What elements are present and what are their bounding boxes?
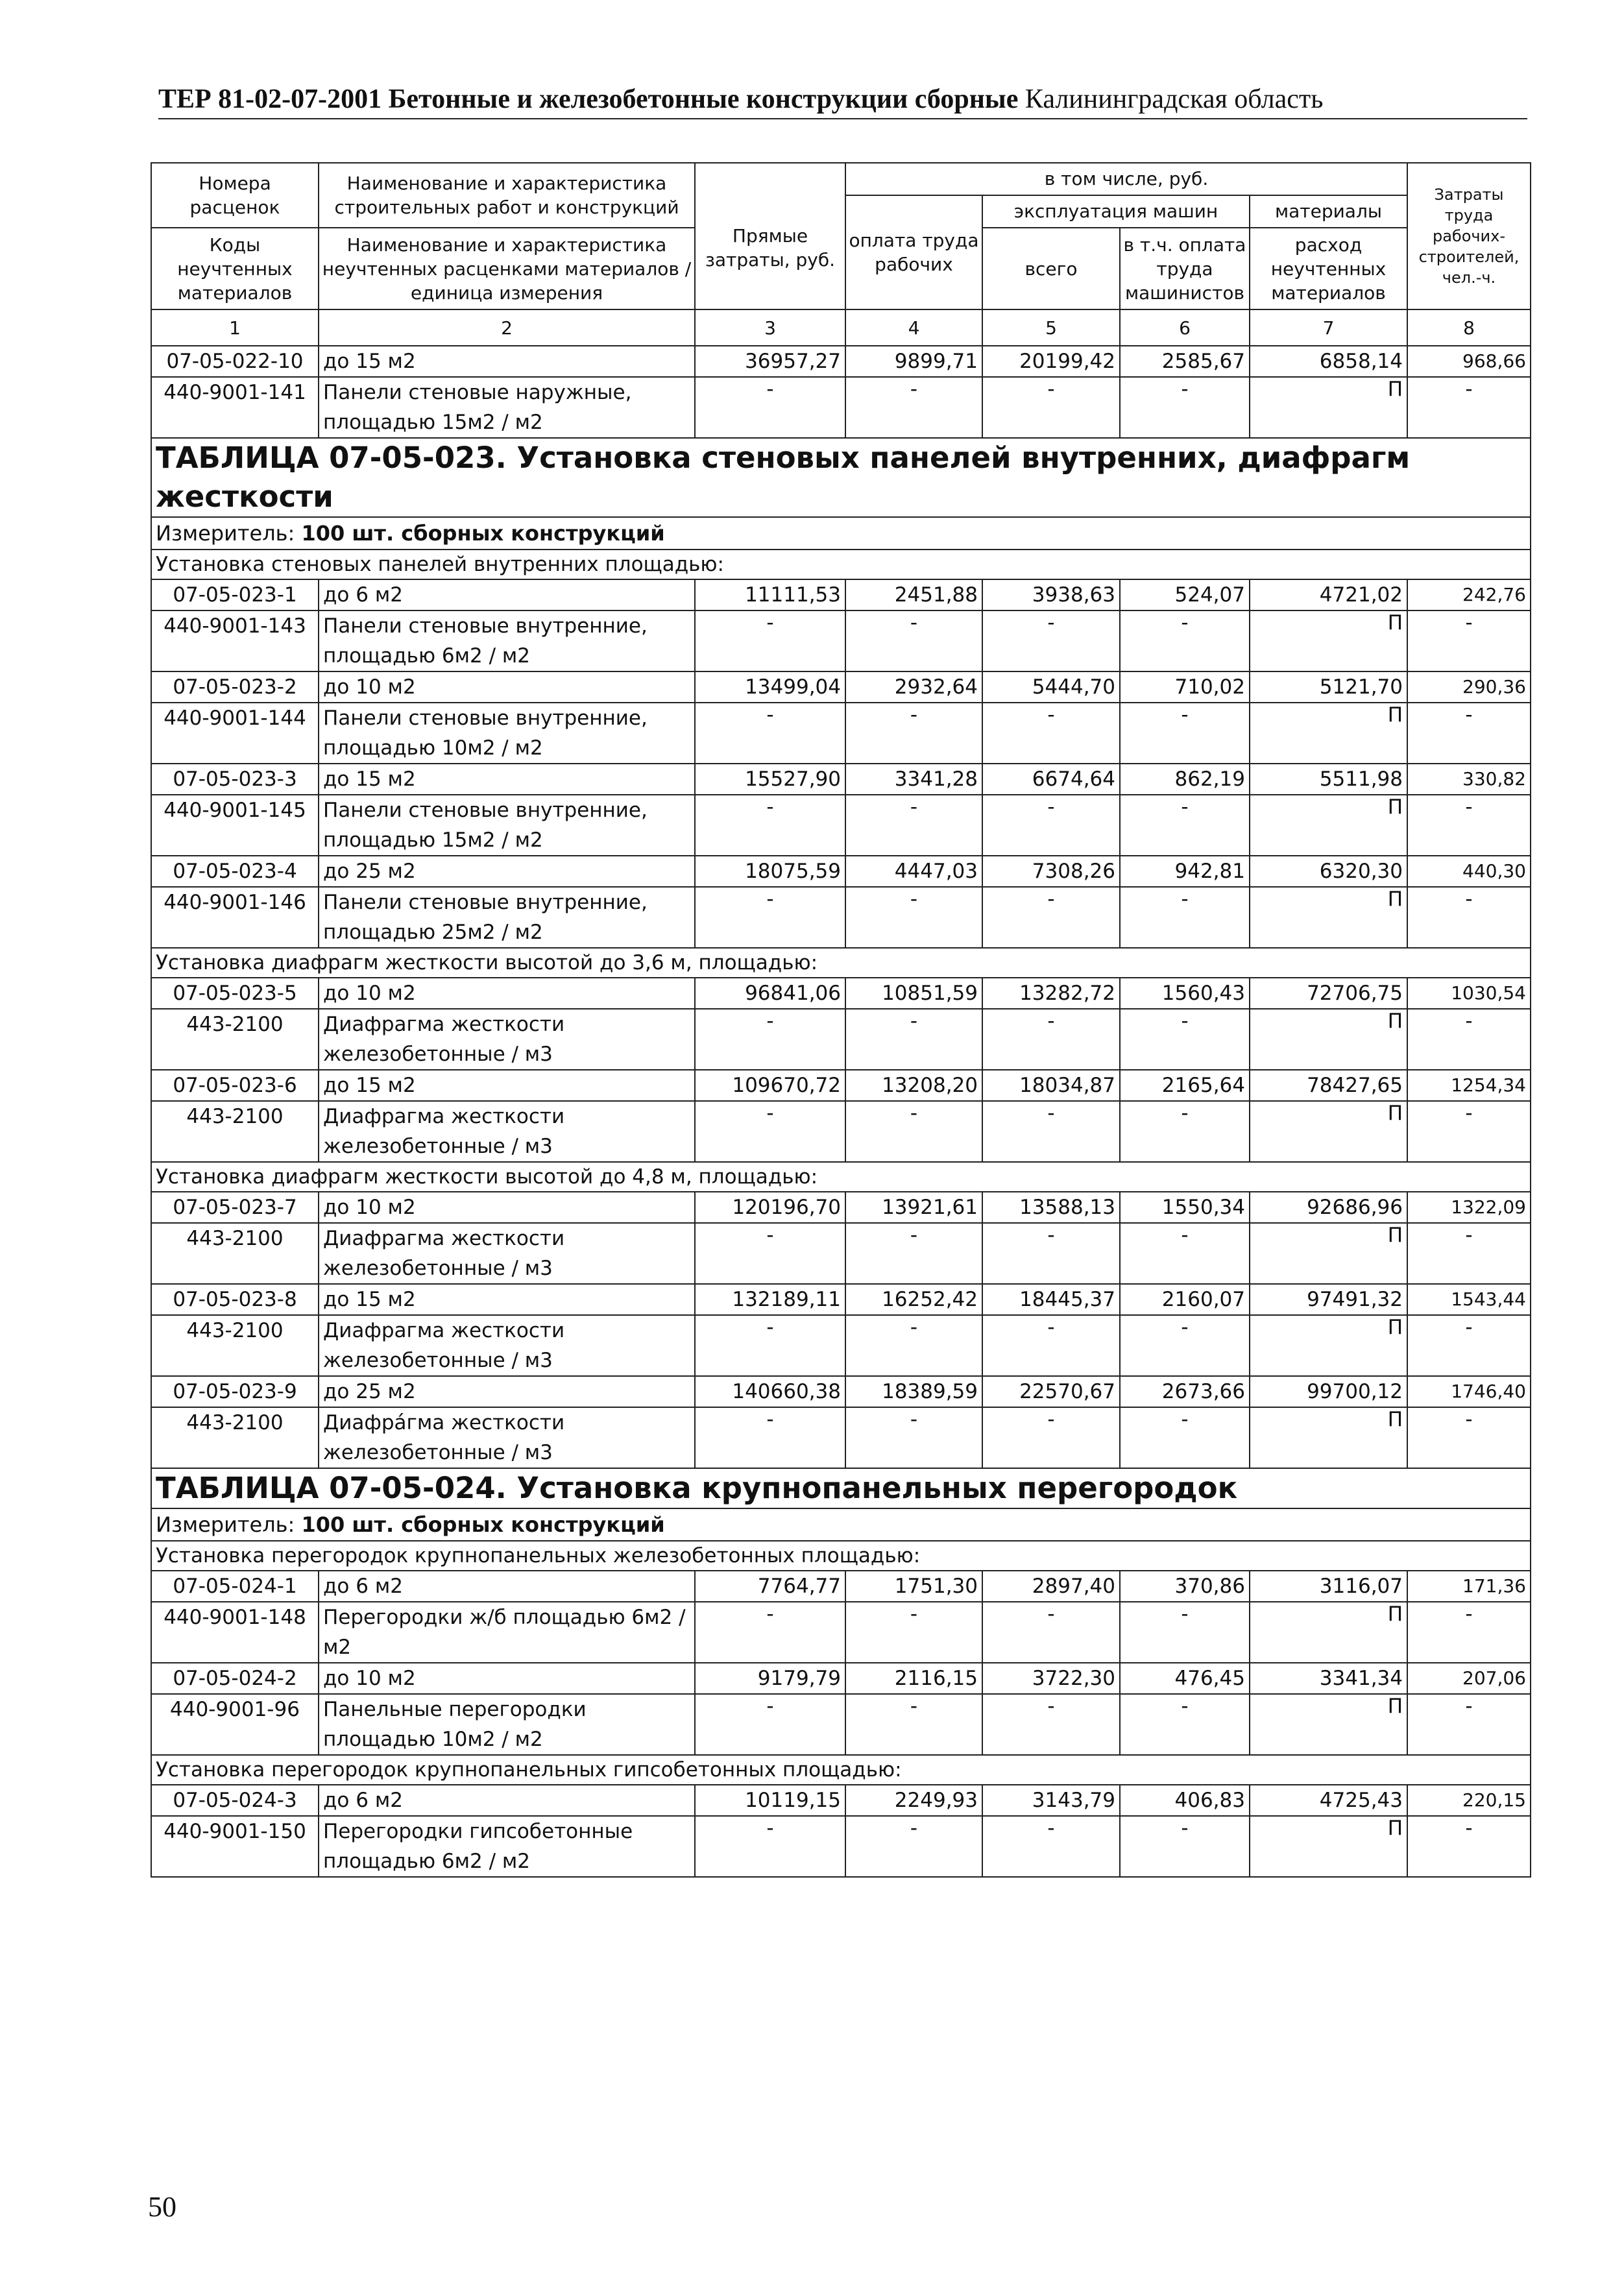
dash-cell: - [1120,1009,1250,1070]
material-code: 440-9001-141 [151,377,319,438]
dash-cell: - [695,611,845,671]
material-cost: 78427,65 [1250,1070,1407,1101]
col-number: 3 [695,309,845,346]
table-row [151,579,1531,611]
machine-cost: 2897,40 [982,1571,1120,1602]
material-row [151,1009,1531,1070]
labor-hours: 242,76 [1407,579,1531,611]
dash-cell: - [845,1602,982,1663]
dash-cell: - [982,1315,1120,1376]
material-cost: 3341,34 [1250,1663,1407,1694]
machine-cost: 6674,64 [982,764,1120,795]
material-row [151,1315,1531,1376]
dash-cell: - [1407,1223,1531,1284]
page-header [158,78,1527,121]
meter-label: Измеритель: [156,521,295,546]
material-code: 443-2100 [151,1407,319,1468]
material-cost: 99700,12 [1250,1376,1407,1407]
rate-name: до 15 м2 [319,764,695,795]
head-codes-top: Номера расценок [151,163,319,228]
section-title: ТАБЛИЦА 07-05-023. Установка стеновых панелей внутренних, диафрагм жесткости [151,438,1531,517]
dash-cell: - [695,795,845,856]
dash-cell: - [1407,1315,1531,1376]
head-name-top: Наименование и характеристика строительных работ и конструкций [319,163,695,228]
dash-cell: - [982,887,1120,948]
material-flag: П [1250,1602,1407,1663]
labor-hours: 290,36 [1407,671,1531,703]
dash-cell: - [1407,1816,1531,1877]
col-number: 6 [1120,309,1250,346]
rates-table [151,162,1531,1878]
dash-cell: - [845,887,982,948]
dash-cell: - [845,1694,982,1755]
material-cost: 6858,14 [1250,346,1407,377]
head-codes-bottom: Коды неучтенных материалов [151,228,319,309]
table-row [151,1785,1531,1816]
direct-cost: 36957,27 [695,346,845,377]
material-cost: 97491,32 [1250,1284,1407,1315]
meter [151,1508,1531,1541]
head-machinists: в т.ч. оплата труда машинистов [1120,228,1250,309]
dash-cell: - [982,1407,1120,1468]
meter-row [151,517,1531,550]
labor-hours: 207,06 [1407,1663,1531,1694]
dash-cell: - [695,1315,845,1376]
rate-name: до 10 м2 [319,1192,695,1223]
col-number: 8 [1407,309,1531,346]
machine-cost: 13588,13 [982,1192,1120,1223]
rate-code: 07-05-023-6 [151,1070,319,1101]
dash-cell: - [1120,611,1250,671]
table-head [151,163,1531,346]
machinist-cost: 524,07 [1120,579,1250,611]
dash-cell: - [1120,377,1250,438]
col-number: 5 [982,309,1120,346]
material-flag: П [1250,1223,1407,1284]
rate-name: до 10 м2 [319,978,695,1009]
dash-cell: - [695,703,845,764]
dash-cell: - [1407,1694,1531,1755]
machine-cost: 18445,37 [982,1284,1120,1315]
wage-cost: 3341,28 [845,764,982,795]
material-flag: П [1250,1101,1407,1162]
rate-code: 07-05-024-1 [151,1571,319,1602]
rate-code: 07-05-023-1 [151,579,319,611]
material-name: Перегородки гипсобетонные площадью 6м2 / м2 [319,1816,695,1877]
dash-cell: - [982,1694,1120,1755]
wage-cost: 2451,88 [845,579,982,611]
material-name: Панели стеновые внутренние, площадью 15м2 / м2 [319,795,695,856]
material-flag: П [1250,377,1407,438]
labor-hours: 1746,40 [1407,1376,1531,1407]
wage-cost: 4447,03 [845,856,982,887]
col-number: 2 [319,309,695,346]
head-labor: Затраты труда рабочих-строителей, чел.-ч. [1407,163,1531,309]
dash-cell: - [695,1694,845,1755]
material-row [151,1602,1531,1663]
dash-cell: - [1407,887,1531,948]
dash-cell: - [695,1009,845,1070]
dash-cell: - [1120,703,1250,764]
rate-name: до 25 м2 [319,856,695,887]
material-name: Панели стеновые внутренние, площадью 6м2 / м2 [319,611,695,671]
head-wage: оплата труда рабочих [845,195,982,309]
machinist-cost: 370,86 [1120,1571,1250,1602]
material-code: 443-2100 [151,1101,319,1162]
machine-cost: 13282,72 [982,978,1120,1009]
material-row [151,1816,1531,1877]
machinist-cost: 2585,67 [1120,346,1250,377]
meter [151,517,1531,550]
rate-code: 07-05-023-2 [151,671,319,703]
rate-name: до 10 м2 [319,671,695,703]
material-name: Панельные перегородки площадью 10м2 / м2 [319,1694,695,1755]
material-flag: П [1250,703,1407,764]
material-code: 440-9001-96 [151,1694,319,1755]
dash-cell: - [982,1101,1120,1162]
machine-cost: 7308,26 [982,856,1120,887]
group-row [151,1755,1531,1785]
material-flag: П [1250,611,1407,671]
meter-value: 100 шт. сборных конструкций [301,521,665,546]
wage-cost: 13921,61 [845,1192,982,1223]
rate-code: 07-05-023-8 [151,1284,319,1315]
material-row [151,887,1531,948]
material-code: 440-9001-145 [151,795,319,856]
machinist-cost: 710,02 [1120,671,1250,703]
meter-value: 100 шт. сборных конструкций [301,1512,665,1537]
meter-label: Измеритель: [156,1512,295,1537]
dash-cell: - [1120,887,1250,948]
machinist-cost: 2160,07 [1120,1284,1250,1315]
wage-cost: 18389,59 [845,1376,982,1407]
labor-hours: 330,82 [1407,764,1531,795]
material-row [151,795,1531,856]
dash-cell: - [1407,795,1531,856]
header-title-bold: ТЕР 81-02-07-2001 Бетонные и железобетонные конструкции сборные [158,84,1019,114]
labor-hours: 1322,09 [1407,1192,1531,1223]
direct-cost: 18075,59 [695,856,845,887]
material-name: Перегородки ж/б площадью 6м2 / м2 [319,1602,695,1663]
machine-cost: 3143,79 [982,1785,1120,1816]
material-name: Панели стеновые внутренние, площадью 10м2 / м2 [319,703,695,764]
wage-cost: 9899,71 [845,346,982,377]
header-region: Калининградская область [1024,84,1324,114]
page-number: 50 [148,2191,176,2223]
dash-cell: - [1120,1315,1250,1376]
dash-cell: - [982,703,1120,764]
material-row [151,1101,1531,1162]
material-row [151,1407,1531,1468]
rate-name: до 6 м2 [319,579,695,611]
material-name: Диафрагма жесткости железобетонные / м3 [319,1009,695,1070]
rate-name: до 15 м2 [319,1284,695,1315]
labor-hours: 1543,44 [1407,1284,1531,1315]
dash-cell: - [845,1101,982,1162]
table-body [151,346,1531,1877]
dash-cell: - [695,1407,845,1468]
rate-code: 07-05-024-3 [151,1785,319,1816]
table-row [151,1376,1531,1407]
dash-cell: - [982,1602,1120,1663]
rate-code: 07-05-024-2 [151,1663,319,1694]
table-row [151,1571,1531,1602]
dash-cell: - [695,1101,845,1162]
material-cost: 5121,70 [1250,671,1407,703]
labor-hours: 171,36 [1407,1571,1531,1602]
material-code: 440-9001-144 [151,703,319,764]
material-name: Панели стеновые внутренние, площадью 25м2 / м2 [319,887,695,948]
table-row [151,856,1531,887]
section-title-row [151,438,1531,517]
machine-cost: 18034,87 [982,1070,1120,1101]
table-row [151,346,1531,377]
group-heading: Установка стеновых панелей внутренних площадью: [151,550,1531,579]
rate-code: 07-05-023-5 [151,978,319,1009]
material-cost: 4725,43 [1250,1785,1407,1816]
labor-hours: 440,30 [1407,856,1531,887]
col-number: 1 [151,309,319,346]
group-row [151,1541,1531,1571]
dash-cell: - [845,1407,982,1468]
group-heading: Установка перегородок крупнопанельных гипсобетонных площадью: [151,1755,1531,1785]
material-flag: П [1250,795,1407,856]
labor-hours: 1030,54 [1407,978,1531,1009]
wage-cost: 2932,64 [845,671,982,703]
labor-hours: 220,15 [1407,1785,1531,1816]
table-row [151,1663,1531,1694]
table-row [151,671,1531,703]
dash-cell: - [1120,795,1250,856]
machinist-cost: 2165,64 [1120,1070,1250,1101]
dash-cell: - [982,1009,1120,1070]
machine-cost: 22570,67 [982,1376,1120,1407]
dash-cell: - [1407,1101,1531,1162]
machine-cost: 5444,70 [982,671,1120,703]
table-row [151,764,1531,795]
column-number-row [151,309,1531,346]
material-row [151,611,1531,671]
dash-cell: - [695,1602,845,1663]
table-row [151,1192,1531,1223]
dash-cell: - [695,377,845,438]
dash-cell: - [1120,1407,1250,1468]
dash-cell: - [982,611,1120,671]
wage-cost: 16252,42 [845,1284,982,1315]
rate-code: 07-05-023-9 [151,1376,319,1407]
machine-cost: 3722,30 [982,1663,1120,1694]
dash-cell: - [845,1223,982,1284]
material-cost: 4721,02 [1250,579,1407,611]
dash-cell: - [1407,611,1531,671]
col-number: 4 [845,309,982,346]
direct-cost: 7764,77 [695,1571,845,1602]
dash-cell: - [1407,703,1531,764]
material-code: 440-9001-146 [151,887,319,948]
machine-cost: 3938,63 [982,579,1120,611]
wage-cost: 10851,59 [845,978,982,1009]
material-code: 440-9001-143 [151,611,319,671]
material-flag: П [1250,1315,1407,1376]
dash-cell: - [845,1315,982,1376]
col-number: 7 [1250,309,1407,346]
dash-cell: - [695,1816,845,1877]
rate-code: 07-05-023-4 [151,856,319,887]
head-materials-use: расход неучтенных материалов [1250,228,1407,309]
material-code: 443-2100 [151,1223,319,1284]
machinist-cost: 1550,34 [1120,1192,1250,1223]
wage-cost: 1751,30 [845,1571,982,1602]
rate-code: 07-05-023-7 [151,1192,319,1223]
material-name: Диафрагма жесткости железобетонные / м3 [319,1223,695,1284]
material-name: Диафрáгма жесткости железобетонные / м3 [319,1407,695,1468]
dash-cell: - [1407,1602,1531,1663]
wage-cost: 2116,15 [845,1663,982,1694]
direct-cost: 109670,72 [695,1070,845,1101]
machinist-cost: 406,83 [1120,1785,1250,1816]
section-title-row [151,1468,1531,1508]
material-code: 440-9001-150 [151,1816,319,1877]
head-including: в том числе, руб. [845,163,1407,195]
dash-cell: - [982,1223,1120,1284]
material-name: Панели стеновые наружные, площадью 15м2 / м2 [319,377,695,438]
dash-cell: - [1120,1602,1250,1663]
labor-hours: 968,66 [1407,346,1531,377]
header-rule [158,118,1527,119]
material-row [151,1223,1531,1284]
head-direct: Прямые затраты, руб. [695,163,845,309]
material-code: 443-2100 [151,1009,319,1070]
dash-cell: - [1407,377,1531,438]
section-title: ТАБЛИЦА 07-05-024. Установка крупнопанельных перегородок [151,1468,1531,1508]
direct-cost: 140660,38 [695,1376,845,1407]
direct-cost: 120196,70 [695,1192,845,1223]
dash-cell: - [845,795,982,856]
dash-cell: - [1120,1694,1250,1755]
dash-cell: - [1120,1223,1250,1284]
machine-cost: 20199,42 [982,346,1120,377]
rate-name: до 15 м2 [319,346,695,377]
direct-cost: 96841,06 [695,978,845,1009]
direct-cost: 9179,79 [695,1663,845,1694]
rate-code: 07-05-022-10 [151,346,319,377]
direct-cost: 15527,90 [695,764,845,795]
rate-code: 07-05-023-3 [151,764,319,795]
direct-cost: 13499,04 [695,671,845,703]
table-row [151,1070,1531,1101]
material-cost: 72706,75 [1250,978,1407,1009]
machinist-cost: 862,19 [1120,764,1250,795]
rate-name: до 10 м2 [319,1663,695,1694]
wage-cost: 2249,93 [845,1785,982,1816]
group-heading: Установка перегородок крупнопанельных железобетонных площадью: [151,1541,1531,1571]
group-heading: Установка диафрагм жесткости высотой до 4,8 м, площадью: [151,1162,1531,1192]
material-name: Диафрагма жесткости железобетонные / м3 [319,1315,695,1376]
dash-cell: - [982,1816,1120,1877]
material-cost: 6320,30 [1250,856,1407,887]
group-row [151,948,1531,978]
head-name-bottom: Наименование и характеристика неучтенных расценками материалов / единица измерения [319,228,695,309]
dash-cell: - [845,1009,982,1070]
head-machines-total: всего [982,228,1120,309]
material-code: 440-9001-148 [151,1602,319,1663]
rate-name: до 6 м2 [319,1785,695,1816]
dash-cell: - [845,703,982,764]
material-cost: 3116,07 [1250,1571,1407,1602]
material-cost: 92686,96 [1250,1192,1407,1223]
group-row [151,550,1531,579]
wage-cost: 13208,20 [845,1070,982,1101]
direct-cost: 132189,11 [695,1284,845,1315]
material-name: Диафрагма жесткости железобетонные / м3 [319,1101,695,1162]
rate-name: до 15 м2 [319,1070,695,1101]
head-machines: эксплуатация машин [982,195,1250,228]
material-row [151,377,1531,438]
dash-cell: - [845,611,982,671]
dash-cell: - [1120,1101,1250,1162]
material-row [151,703,1531,764]
rate-name: до 25 м2 [319,1376,695,1407]
labor-hours: 1254,34 [1407,1070,1531,1101]
dash-cell: - [695,1223,845,1284]
direct-cost: 11111,53 [695,579,845,611]
material-row [151,1694,1531,1755]
material-flag: П [1250,1694,1407,1755]
dash-cell: - [982,377,1120,438]
material-flag: П [1250,1009,1407,1070]
dash-cell: - [845,1816,982,1877]
material-flag: П [1250,1407,1407,1468]
group-row [151,1162,1531,1192]
dash-cell: - [1120,1816,1250,1877]
dash-cell: - [695,887,845,948]
machinist-cost: 1560,43 [1120,978,1250,1009]
dash-cell: - [1407,1407,1531,1468]
material-flag: П [1250,1816,1407,1877]
head-materials: материалы [1250,195,1407,228]
material-code: 443-2100 [151,1315,319,1376]
machinist-cost: 476,45 [1120,1663,1250,1694]
dash-cell: - [845,377,982,438]
dash-cell: - [982,795,1120,856]
material-flag: П [1250,887,1407,948]
table-row [151,978,1531,1009]
material-cost: 5511,98 [1250,764,1407,795]
group-heading: Установка диафрагм жесткости высотой до 3,6 м, площадью: [151,948,1531,978]
direct-cost: 10119,15 [695,1785,845,1816]
rate-name: до 6 м2 [319,1571,695,1602]
machinist-cost: 2673,66 [1120,1376,1250,1407]
dash-cell: - [1407,1009,1531,1070]
meter-row [151,1508,1531,1541]
table-row [151,1284,1531,1315]
machinist-cost: 942,81 [1120,856,1250,887]
